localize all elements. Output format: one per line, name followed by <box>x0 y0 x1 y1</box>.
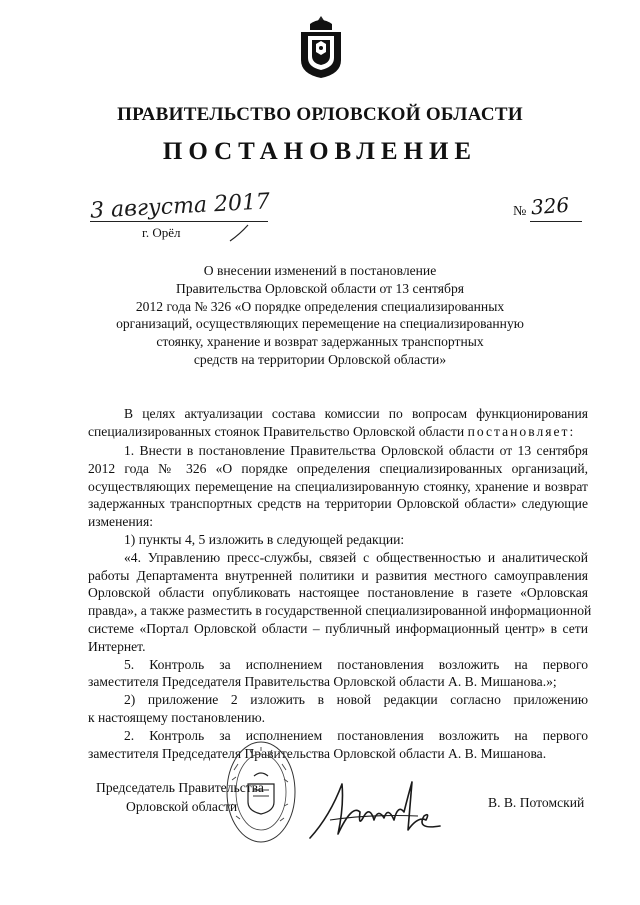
point-5-line: 5. Контроль за исполнением постановления возложить на первого <box>124 656 588 672</box>
subject-line: О внесении изменений в постановление <box>203 263 437 278</box>
subitem-2-line: к настоящему постановлению. <box>88 709 266 725</box>
document-type-title: ПОСТАНОВЛЕНИЕ <box>162 138 478 165</box>
preamble <box>88 405 588 441</box>
number-label: № <box>513 204 527 219</box>
coat-of-arms-icon <box>296 14 346 80</box>
number-underline <box>530 221 582 222</box>
subject-line: организаций, осуществляющих перемещение на специализированную <box>116 316 524 332</box>
government-name: ПРАВИТЕЛЬСТВО ОРЛОВСКОЙ ОБЛАСТИ <box>117 104 523 125</box>
handwritten-signature-icon <box>300 776 450 846</box>
subject-line: средств на территории Орловской области» <box>193 351 447 367</box>
pen-stroke-icon <box>228 224 250 242</box>
preamble-text: специализированных стоянок Правительство Орловской области <box>88 423 465 439</box>
point-5-line: заместителя Председателя Правительства Орловской области А. В. Мишанова.»; <box>88 674 557 690</box>
preamble-keyword: постановляет: <box>467 423 576 439</box>
preamble-line <box>88 423 588 441</box>
item-1 <box>88 442 592 762</box>
item-1-line: 2012 года № 326 «О порядке определения специализированных организаций, <box>88 460 588 476</box>
item-2-line: заместителя Председателя Правительства Орловской области А. В. Мишанова. <box>88 745 547 761</box>
item-1-line: изменения: <box>88 514 153 530</box>
document-subject <box>100 262 540 369</box>
date-underline <box>90 221 268 222</box>
item-1-line: задержанных транспортных средств на территории Орловской области» следующие <box>88 496 588 512</box>
subject-line: стоянку, хранение и возврат задержанных транспортных <box>156 334 484 350</box>
item-1-line: 1. Внести в постановление Правительства Орловской области от 13 сентября <box>124 443 588 458</box>
point-4-line: Интернет. <box>88 638 146 654</box>
point-4-line: «4. Управлению пресс-службы, связей с общественностью и аналитической <box>124 549 588 565</box>
handwritten-number: 326 <box>530 192 570 220</box>
preamble-line: В целях актуализации состава комиссии по вопросам функционирования <box>124 406 588 421</box>
subitem-1: 1) пункты 4, 5 изложить в следующей редакции: <box>124 531 405 547</box>
position-line: Председатель Правительства <box>96 780 264 795</box>
subitem-2-line: 2) приложение 2 изложить в новой редакции согласно приложению <box>124 692 588 708</box>
subject-line: Правительства Орловской области от 13 сентября <box>176 280 464 296</box>
subject-line: 2012 года № 326 «О порядке определения специализированных <box>135 298 505 314</box>
point-4-line: системе «Портал Орловской области – публичный информационный центр» в сети <box>88 620 588 636</box>
point-4-line: правда», а также разместить в государственной специализированной информационной <box>88 603 592 619</box>
signatory-position <box>96 778 264 816</box>
item-1-line: осуществляющих перемещение на специализированную стоянку, хранение и возврат <box>88 478 588 494</box>
point-4-line: работы Департамента внутренней политики и развития местного самоуправления <box>88 567 588 583</box>
position-line: Орловской области <box>126 799 238 814</box>
signatory-name: В. В. Потомский <box>488 795 585 810</box>
handwritten-date: 3 августа 2017 <box>89 189 271 224</box>
city: г. Орёл <box>142 225 181 240</box>
point-4-line: Орловской области опубликовать настоящее постановление в газете «Орловская <box>88 585 588 601</box>
item-2-line: 2. Контроль за исполнением постановления возложить на первого <box>124 727 588 743</box>
